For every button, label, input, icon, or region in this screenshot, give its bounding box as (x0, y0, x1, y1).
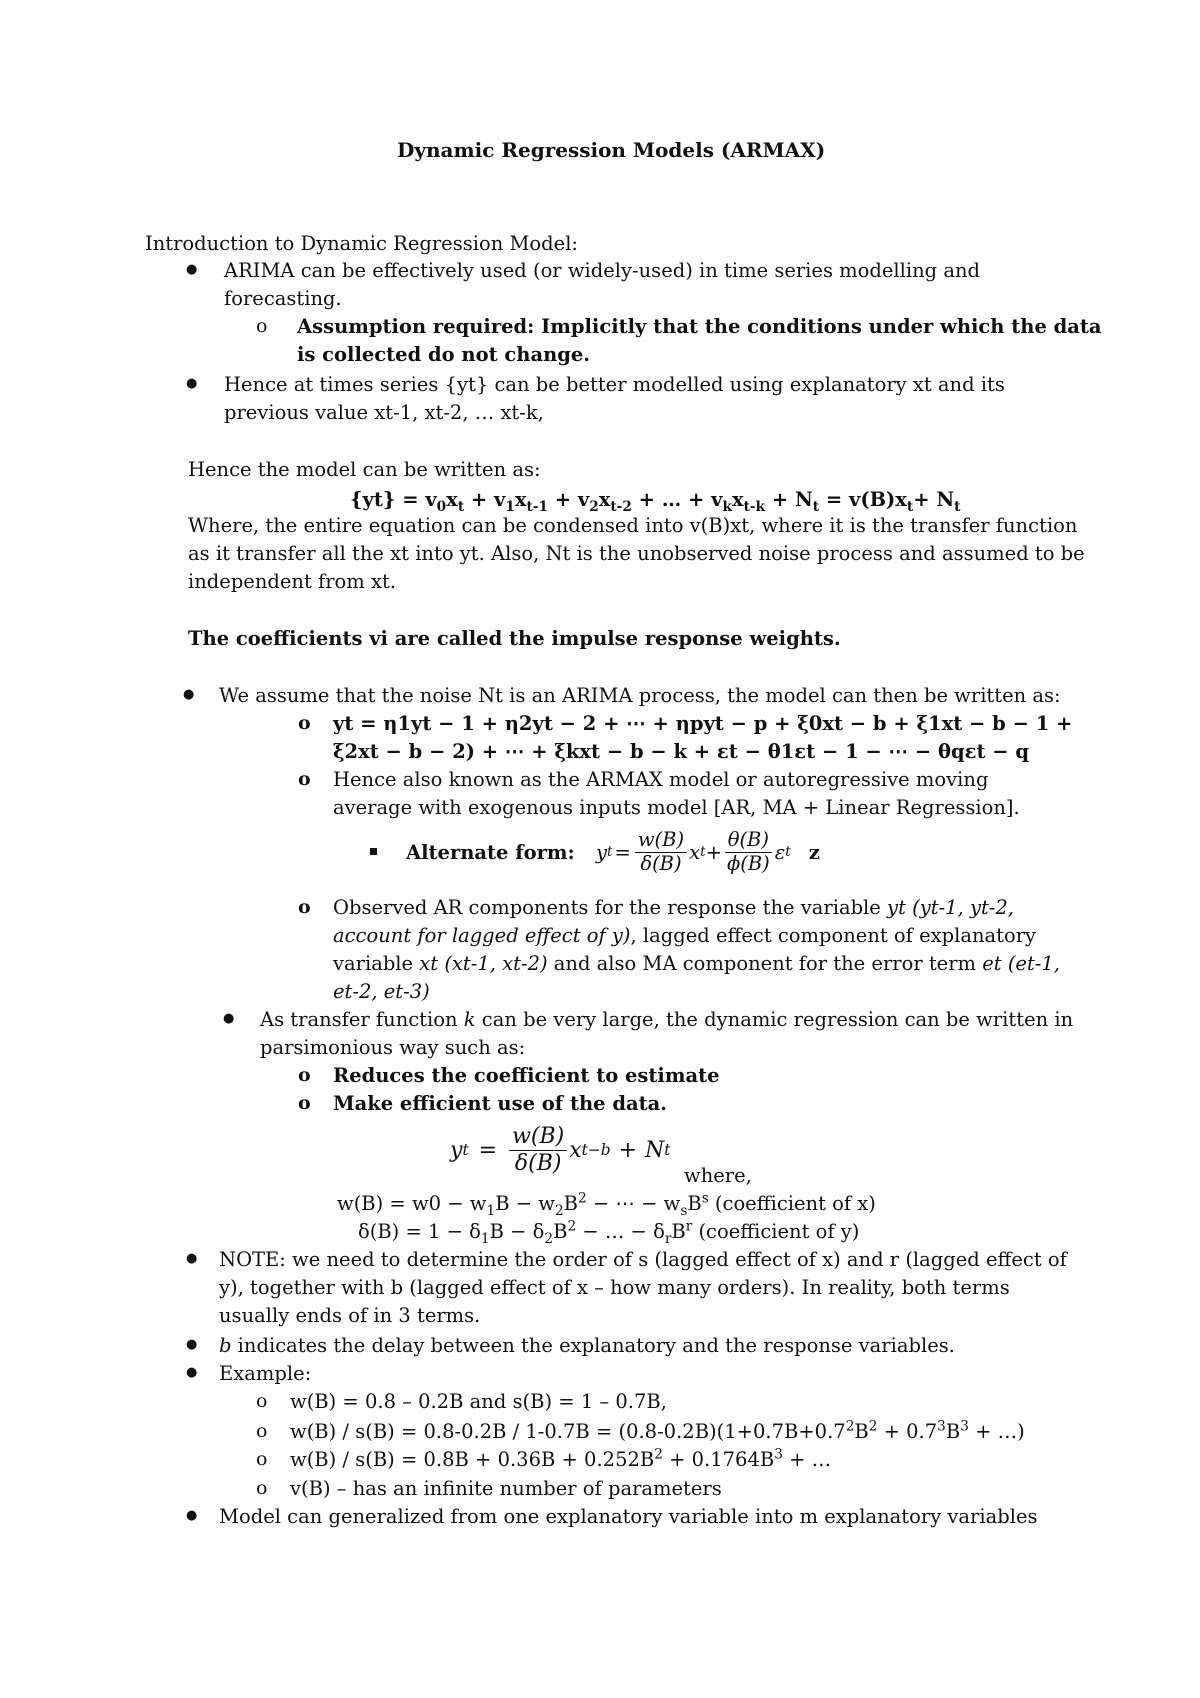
note-line2: y), together with b (lagged effect of x – how many orders). In reality, both terms (219, 1276, 1010, 1299)
bullet-dot: ● (186, 1337, 198, 1352)
observed-components-line4: et-2, et-3) (333, 980, 430, 1003)
efficient-use: Make efficient use of the data. (333, 1092, 668, 1115)
armax-description-line1: Hence also known as the ARMAX model or autoregressive moving (333, 768, 989, 791)
sub-bullet-circle: o (256, 1448, 268, 1470)
w-of-b-definition: $w(B) = w0 - w_1B - w_2B^2$ − ⋯ − $w_sB^s$ (coefficient of x) (337, 1190, 876, 1219)
bullet-dot: ● (186, 376, 198, 391)
bullet-dot: ● (183, 687, 195, 702)
sub-bullet-circle: o (256, 1420, 268, 1442)
observed-components-line3: variable xt (xt-1, xt-2) and also MA component for the error term et (et-1, (333, 952, 1061, 975)
example-item-4: v(B) – has an infinite number of parameters (290, 1477, 722, 1500)
intro-heading: Introduction to Dynamic Regression Model: (145, 232, 578, 255)
sub-bullet-circle: o (256, 1477, 268, 1499)
bullet-dot: ● (186, 262, 198, 277)
sub-bullet-circle: o (298, 1092, 311, 1114)
example-item-1: w(B) = 0.8 – 0.2B and s(B) = 1 – 0.7B, (290, 1390, 667, 1413)
delay-statement: b indicates the delay between the explanatory and the response variables. (219, 1334, 955, 1357)
bullet-dot: ● (186, 1508, 198, 1523)
note-line3: usually ends of in 3 terms. (219, 1304, 481, 1327)
sub-bullet-circle: o (298, 896, 311, 918)
page-title: Dynamic Regression Models (ARMAX) (397, 138, 826, 162)
transfer-equation: $\{yt\} = v_0x_t + v_1x_{t-1} + v_2x_{t-2}$ + … + $v_kx_{t-k} + N_t = v(B)x_t+ N_t$ (350, 488, 961, 515)
bullet-explanatory-line2: previous value xt-1, xt-2, … xt-k, (224, 401, 544, 424)
armax-description-line2: average with exogenous inputs model [AR, MA + Linear Regression]. (333, 796, 1020, 819)
transfer-function-line1: As transfer function k can be very large, the dynamic regression can be written in (260, 1008, 1074, 1031)
reduces-coefficient: Reduces the coefficient to estimate (333, 1064, 720, 1087)
example-heading: Example: (219, 1362, 312, 1385)
bullet-dot: ● (186, 1251, 198, 1266)
example-item-2: $w(B) / s(B) = 0.8-0.2B / 1-0.7B = (0.8-0.2B)(1+0.7B+0.7^2B^2 + 0.7^3B^3$ + …) (290, 1418, 1025, 1443)
delta-of-b-definition: $\delta(B) = 1 - \delta_1B - \delta_2B^2$ − … − $\delta_rB^r$ (coefficient of y) (358, 1218, 860, 1247)
sub-bullet-circle: o (298, 768, 311, 790)
coefficient-statement: The coefficients vi are called the impulse response weights. (188, 627, 841, 650)
bullet-arima-line1: ARIMA can be effectively used (or widely-used) in time series modelling and (224, 259, 981, 282)
alternate-form-label: Alternate form: (406, 841, 575, 864)
assumption-line2: is collected do not change. (297, 343, 591, 366)
dynamic-regression-equation: y t = $\frac{w(B)}{\delta(B)}$ x t−b + N t (450, 1124, 671, 1176)
where-line3: independent from xt. (188, 570, 397, 593)
bullet-arima-line2: forecasting. (224, 287, 342, 310)
bullet-noise-arima: We assume that the noise Nt is an ARIMA process, the model can then be written as: (219, 684, 1061, 707)
where-label: where, (684, 1164, 752, 1187)
armax-equation-line1: yt = η1yt − 1 + η2yt − 2 + ⋯ + ηpyt − p + ξ0xt − b + ξ1xt − b − 1 + (333, 712, 1073, 735)
transfer-function-line2: parsimonious way such as: (260, 1036, 526, 1059)
example-item-3: $w(B) / s(B) = 0.8B + 0.36B + 0.252B^2 + 0.1764B^3$ + … (290, 1446, 832, 1471)
sub-bullet-circle: o (298, 712, 311, 734)
assumption-line1: Assumption required: Implicitly that the conditions under which the data (297, 315, 1102, 338)
bullet-explanatory-line1: Hence at times series {yt} can be better modelled using explanatory xt and its (224, 373, 1005, 396)
sub-bullet-circle: o (256, 1390, 268, 1412)
observed-components-line1: Observed AR components for the response the variable yt (yt-1, yt-2, (333, 896, 1014, 919)
sub-bullet-circle: o (298, 1064, 311, 1086)
bullet-dot: ● (186, 1365, 198, 1380)
sub-bullet-circle: o (256, 315, 268, 337)
generalization-statement: Model can generalized from one explanatory variable into m explanatory variables (219, 1505, 1038, 1528)
bullet-dot: ● (223, 1011, 235, 1026)
armax-equation-line2: ξ2xt − b − 2) + ⋯ + ξkxt − b − k + εt − θ1εt − 1 − ⋯ − θqεt − q (333, 740, 1030, 763)
observed-components-line2: account for lagged effect of y), lagged effect component of explanatory (333, 924, 1037, 947)
note-line1: NOTE: we need to determine the order of s (lagged effect of x) and r (lagged effect of (219, 1248, 1067, 1271)
where-line1: Where, the entire equation can be condensed into v(B)xt, where it is the transfer function (188, 514, 1078, 537)
where-line2: as it transfer all the xt into yt. Also, Nt is the unobserved noise process and assumed to be (188, 542, 1085, 565)
model-intro: Hence the model can be written as: (188, 458, 541, 481)
sub-sub-bullet-square (370, 848, 377, 855)
alternate-form-equation: y t = $\frac{w(B)}{\delta(B)}$ x t + $\frac{\theta(B)}{\phi(B)}$ ε t z (596, 828, 820, 875)
